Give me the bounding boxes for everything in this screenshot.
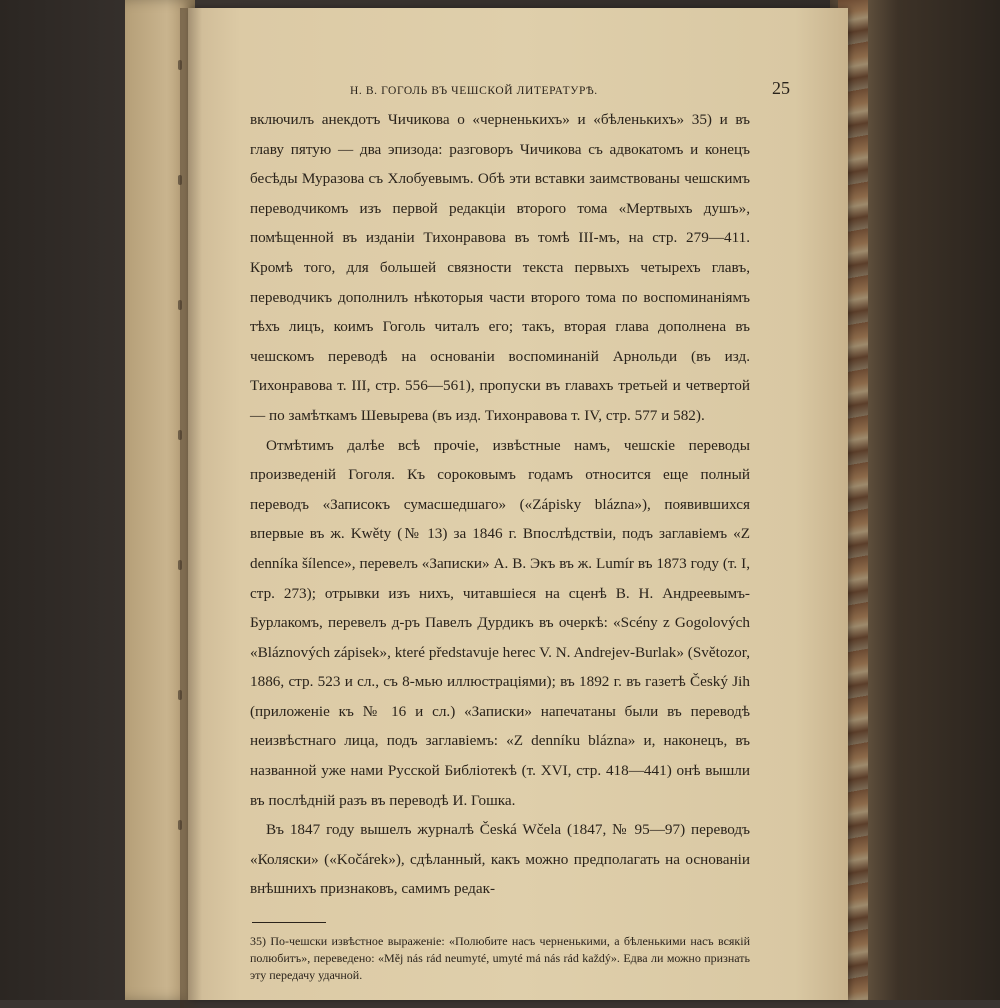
running-header bbox=[350, 78, 790, 99]
paragraph: Въ 1847 году вышелъ журналѣ Česká Wčela (1847, № 95—97) переводъ «Коляски» («Kočárek»), сдѣланный, какъ можно предполагать на основаніи внѣшнихъ признаковъ, самимъ редак- bbox=[250, 821, 750, 898]
spine-shadow bbox=[180, 8, 202, 1008]
footnote: 35) По-чешски извѣстное выраженіе: «Полюбите насъ черненькими, а бѣленькими насъ всякій полюбитъ», переведено: «Mĕj nás rád neumyté, umyté má nás rád každý». Едва ли можно признать эту передачу удачной. bbox=[250, 934, 750, 983]
page-content bbox=[250, 78, 790, 984]
footnote-rule bbox=[252, 922, 326, 923]
book-page bbox=[188, 8, 848, 1000]
body-text bbox=[250, 105, 750, 904]
paragraph: включилъ анекдотъ Чичикова о «черненькихъ» и «бѣленькихъ» 35) и въ главу пятую — два эпизода: разговоръ Чичикова съ адвокатомъ и конецъ бесѣды Муразова съ Хлобуевымъ. Обѣ эти вставки заимствованы чешскимъ переводчикомъ изъ первой редакціи второго тома «Мертвыхъ душъ», помѣщенной въ изданіи Тихонравова въ томѣ III-мъ, на стр. 279—411. Кромѣ того, для большей связности текста первыхъ четырехъ главъ, переводчикъ дополнилъ нѣкоторыя части второго тома по воспоминаніямъ тѣхъ лицъ, коимъ Гоголь читалъ его; такъ, вторая глава дополнена въ чешскомъ переводѣ на основаніи воспоминаній Арнольди (въ изд. Тихонравова т. III, стр. 556—561), пропуски въ главахъ третьей и четвертой — по замѣткамъ Шевырева (въ изд. Тихонравова т. IV, стр. 577 и 582). bbox=[250, 111, 750, 424]
paragraph: Отмѣтимъ далѣе всѣ прочіе, извѣстные намъ, чешскіе переводы произведеній Гоголя. Къ сороковымъ годамъ относится еще полный переводъ «Записокъ сумасшедшаго» («Zápisky blázna»), появившихся впервые въ ж. Kwěty (№ 13) за 1846 г. Впослѣдствіи, подъ заглавіемъ «Z denníka šílence», перевелъ «Записки» А. В. Экъ въ ж. Lumír въ 1873 году (т. I, стр. 273); отрывки изъ нихъ, читавшіеся на сценѣ В. Н. Андреевымъ-Бурлакомъ, перевелъ д-ръ Павелъ Дурдикъ въ очеркѣ: «Scény z Gogolových «Bláznových zápisek», které představuje herec V. N. Andrejev-Burlak» (Světozor, 1886, стр. 523 и сл., съ 8-мью иллюстраціями); въ 1892 г. въ газетѣ Český Jih (приложеніе къ № 16 и сл.) «Записки» напечатаны были въ переводѣ неизвѣстнаго лица, подъ заглавіемъ: «Z denníku blázna» и, наконецъ, въ названной уже нами Русской Библіотекѣ (т. XVI, стр. 418—441) онѣ вышли въ послѣдній разъ въ переводѣ И. Гошка. bbox=[250, 436, 750, 809]
page-number: 25 bbox=[772, 78, 790, 98]
running-title: Н. В. ГОГОЛЬ ВЪ ЧЕШСКОЙ ЛИТЕРАТУРѢ. bbox=[350, 85, 598, 97]
